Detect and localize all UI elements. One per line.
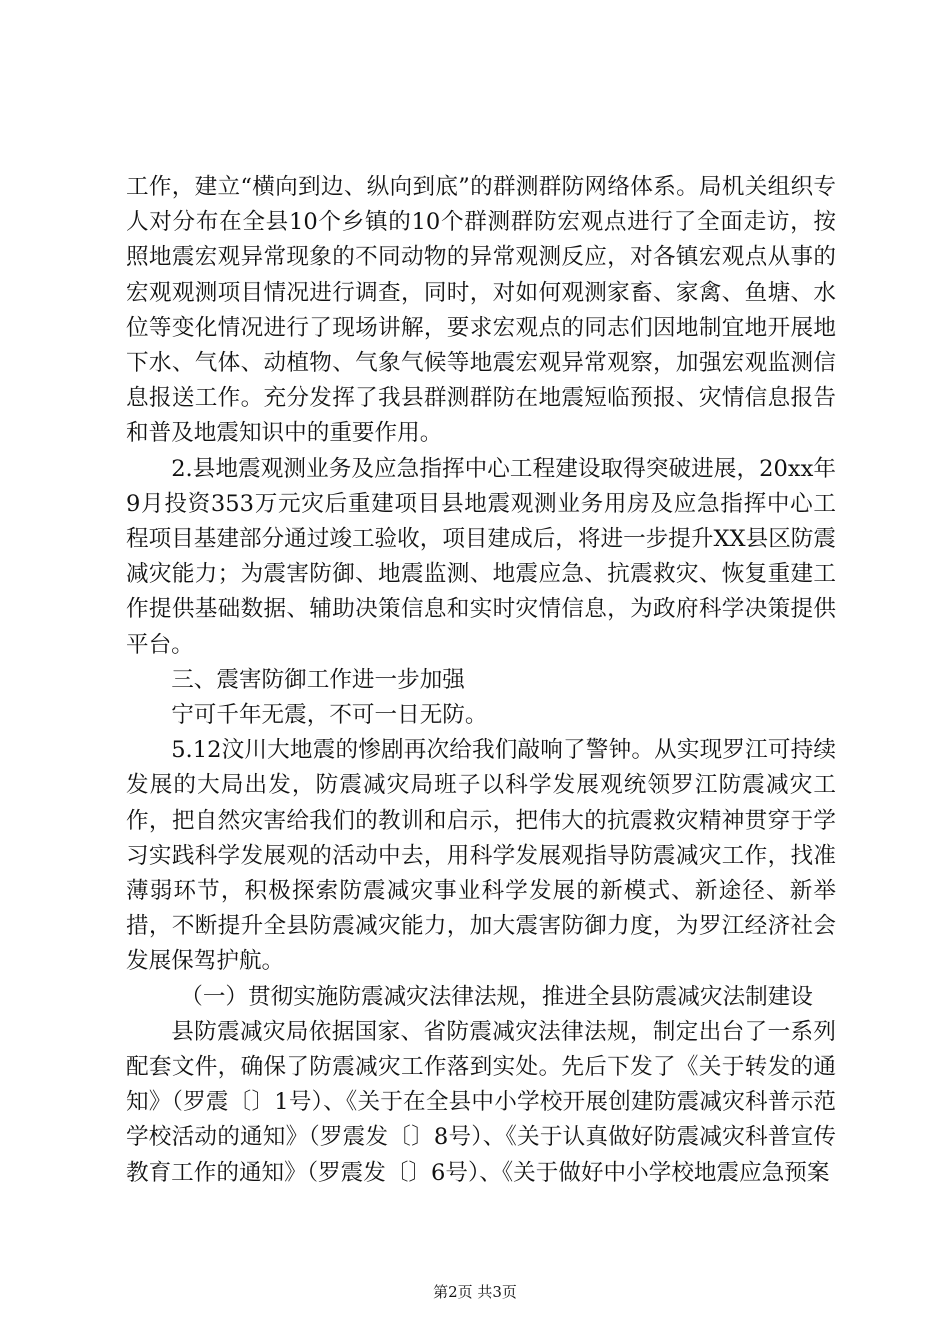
document-body — [126, 170, 836, 1191]
paragraph-4: 宁可千年无震，不可一日无防。 — [171, 702, 488, 729]
paragraph-1: 工作，建立“横向到边、纵向到底”的群测群防网络体系。局机关组织专人对分布在全县10个乡镇的10个群测群防宏观点进行了全面走访，按照地震宏观异常现象的不同动物的异常观测反应，对各镇宏观点从事的宏观观测项目情况进行调查，同时，对如何观测家畜、家禽、鱼塘、水位等变化情况进行了现场讲解，要求宏观点的同志们因地制宜地开展地下水、气体、动植物、气象气候等地震宏观异常观察，加强宏观监测信息报送工作。充分发挥了我县群测群防在地震短临预报、灾情信息报告和普及地震知识中的重要作用。 — [126, 174, 836, 447]
page-footer — [0, 1281, 950, 1302]
paragraph-7: 县防震减灾局依据国家、省防震减灾法律法规，制定出台了一系列配套文件，确保了防震减灾工作落到实处。先后下发了《关于转发的通知》（罗震〔〕1号）、《关于在全县中小学校开展创建防震减灾科普示范学校活动的通知》（罗震发〔〕8号）、《关于认真做好防震减灾科普宣传教育工作的通知》（罗震发〔〕6号）、《关于做好中小学校地震应急预案 — [126, 1018, 836, 1186]
section-heading-3: 三、震害防御工作进一步加强 — [171, 666, 465, 693]
page-number: 第2页 共3页 — [433, 1283, 517, 1301]
paragraph-2: 2.县地震观测业务及应急指挥中心工程建设取得突破进展，20xx年9月投资353万元灾后重建项目县地震观测业务用房及应急指挥中心工程项目基建部分通过竣工验收，项目建成后，将进一步提升XX县区防震减灾能力；为震害防御、地震监测、地震应急、抗震救灾、恢复重建工作提供基础数据、辅助决策信息和实时灾情信息，为政府科学决策提供平台。 — [126, 455, 836, 658]
subsection-heading-1: （一）贯彻实施防震减灾法律法规，推进全县防震减灾法制建设 — [180, 983, 813, 1010]
paragraph-5: 5.12汶川大地震的惨剧再次给我们敲响了警钟。从实现罗江可持续发展的大局出发，防震减灾局班子以科学发展观统领罗江防震减灾工作，把自然灾害给我们的教训和启示，把伟大的抗震救灾精神贯穿于学习实践科学发展观的活动中去，用科学发展观指导防震减灾工作，找准薄弱环节，积极探索防震减灾事业科学发展的新模式、新途径、新举措，不断提升全县防震减灾能力，加大震害防御力度，为罗江经济社会发展保驾护航。 — [126, 737, 836, 975]
